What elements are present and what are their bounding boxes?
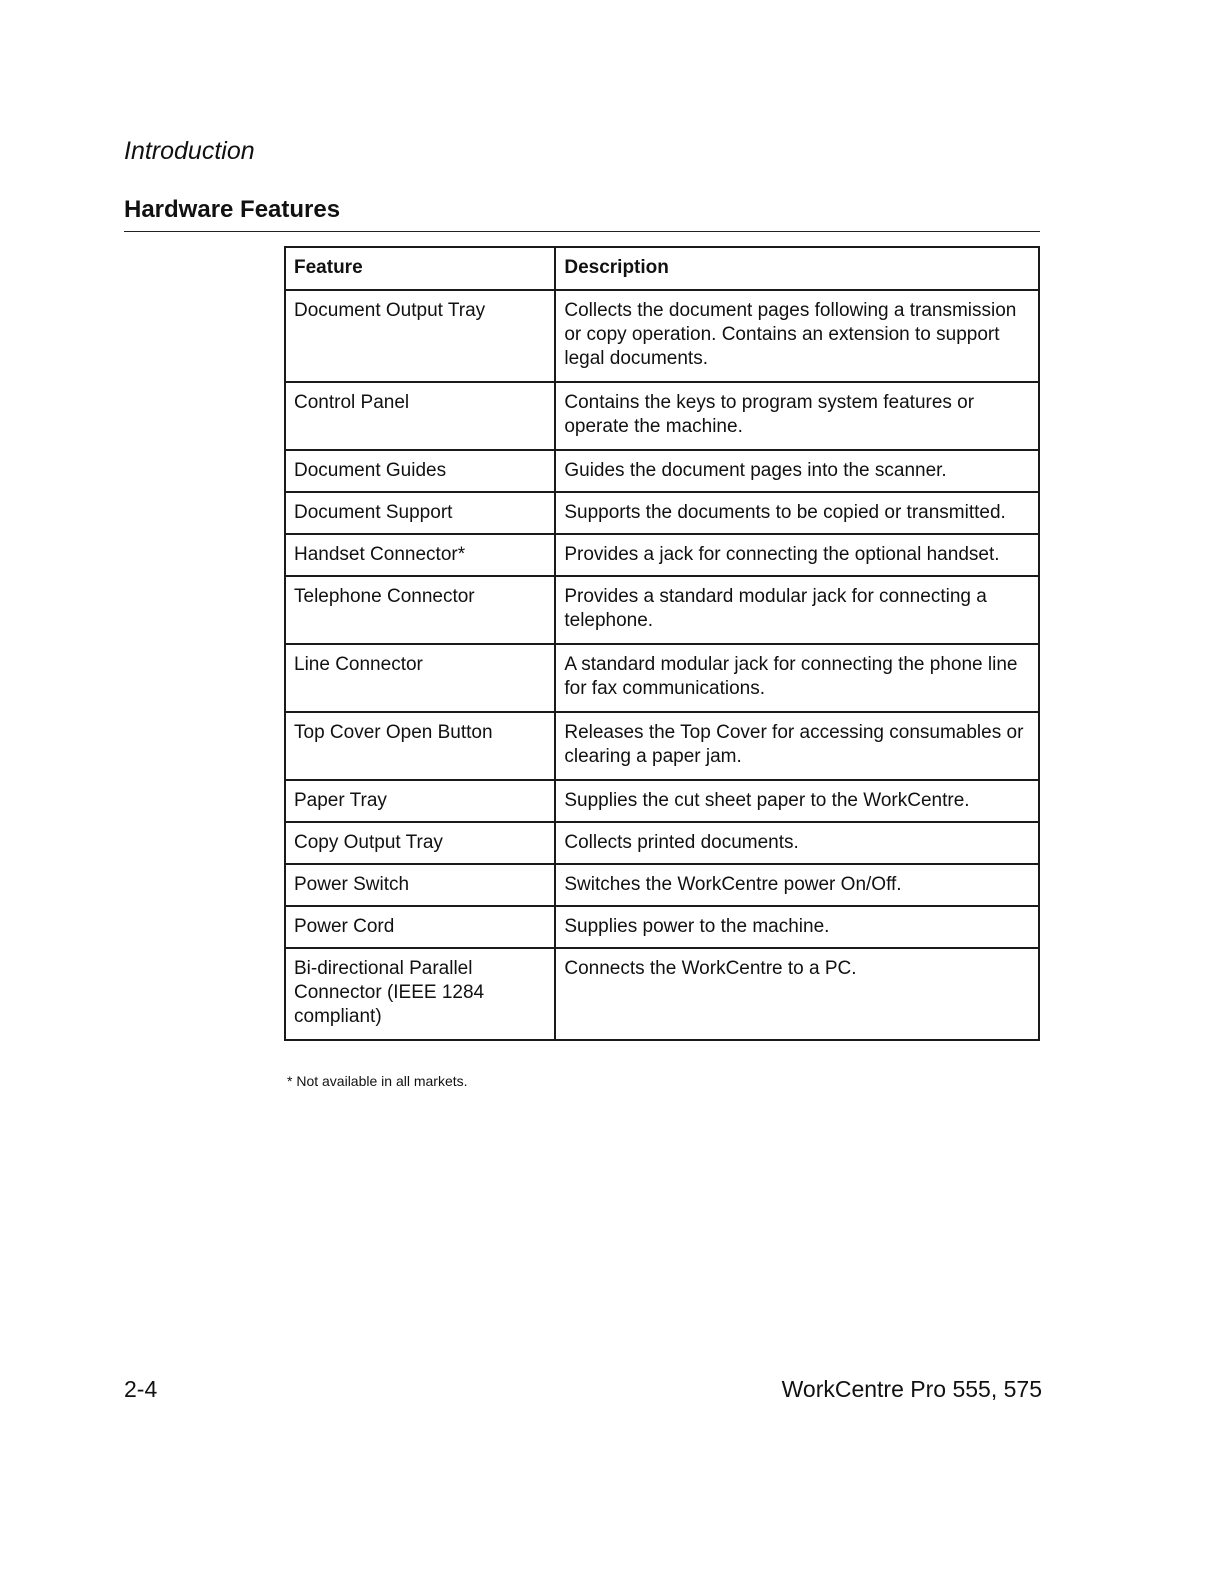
hardware-features-table bbox=[284, 246, 1040, 1041]
page-number: 2-4 bbox=[124, 1376, 158, 1402]
column-header-feature: Feature bbox=[285, 247, 555, 290]
feature-cell: Telephone Connector bbox=[285, 576, 555, 644]
description-cell: Provides a jack for connecting the optional handset. bbox=[555, 534, 1039, 576]
table-row bbox=[285, 906, 1039, 948]
section-title: Introduction bbox=[124, 137, 255, 165]
product-name: WorkCentre Pro 555, 575 bbox=[781, 1376, 1042, 1402]
feature-cell: Copy Output Tray bbox=[285, 822, 555, 864]
table-row bbox=[285, 948, 1039, 1040]
description-cell: Collects the document pages following a transmission or copy operation. Contains an extension to support legal documents. bbox=[555, 290, 1039, 382]
table-row bbox=[285, 534, 1039, 576]
table-row bbox=[285, 780, 1039, 822]
table-row bbox=[285, 576, 1039, 644]
feature-cell: Paper Tray bbox=[285, 780, 555, 822]
description-cell: Releases the Top Cover for accessing consumables or clearing a paper jam. bbox=[555, 712, 1039, 780]
feature-cell: Document Support bbox=[285, 492, 555, 534]
feature-cell: Document Guides bbox=[285, 450, 555, 492]
table-row bbox=[285, 450, 1039, 492]
description-cell: Collects printed documents. bbox=[555, 822, 1039, 864]
table-row bbox=[285, 864, 1039, 906]
feature-cell: Power Cord bbox=[285, 906, 555, 948]
table-row bbox=[285, 290, 1039, 382]
description-cell: Switches the WorkCentre power On/Off. bbox=[555, 864, 1039, 906]
heading-divider bbox=[124, 231, 1040, 232]
table-row bbox=[285, 644, 1039, 712]
feature-cell: Power Switch bbox=[285, 864, 555, 906]
description-cell: Supplies power to the machine. bbox=[555, 906, 1039, 948]
feature-cell: Control Panel bbox=[285, 382, 555, 450]
table-row bbox=[285, 822, 1039, 864]
table-row bbox=[285, 382, 1039, 450]
page-heading: Hardware Features bbox=[124, 196, 341, 223]
column-header-description: Description bbox=[555, 247, 1039, 290]
table-row bbox=[285, 492, 1039, 534]
description-cell: Contains the keys to program system features or operate the machine. bbox=[555, 382, 1039, 450]
table-row bbox=[285, 712, 1039, 780]
description-cell: Supplies the cut sheet paper to the WorkCentre. bbox=[555, 780, 1039, 822]
feature-cell: Document Output Tray bbox=[285, 290, 555, 382]
feature-cell: Bi-directional Parallel Connector (IEEE 1284 compliant) bbox=[285, 948, 555, 1040]
feature-cell: Line Connector bbox=[285, 644, 555, 712]
description-cell: Provides a standard modular jack for connecting a telephone. bbox=[555, 576, 1039, 644]
description-cell: Supports the documents to be copied or transmitted. bbox=[555, 492, 1039, 534]
description-cell: A standard modular jack for connecting the phone line for fax communications. bbox=[555, 644, 1039, 712]
description-cell: Guides the document pages into the scanner. bbox=[555, 450, 1039, 492]
feature-cell: Handset Connector* bbox=[285, 534, 555, 576]
feature-cell: Top Cover Open Button bbox=[285, 712, 555, 780]
footnote: * Not available in all markets. bbox=[287, 1073, 468, 1089]
description-cell: Connects the WorkCentre to a PC. bbox=[555, 948, 1039, 1040]
table-header-row bbox=[285, 247, 1039, 290]
